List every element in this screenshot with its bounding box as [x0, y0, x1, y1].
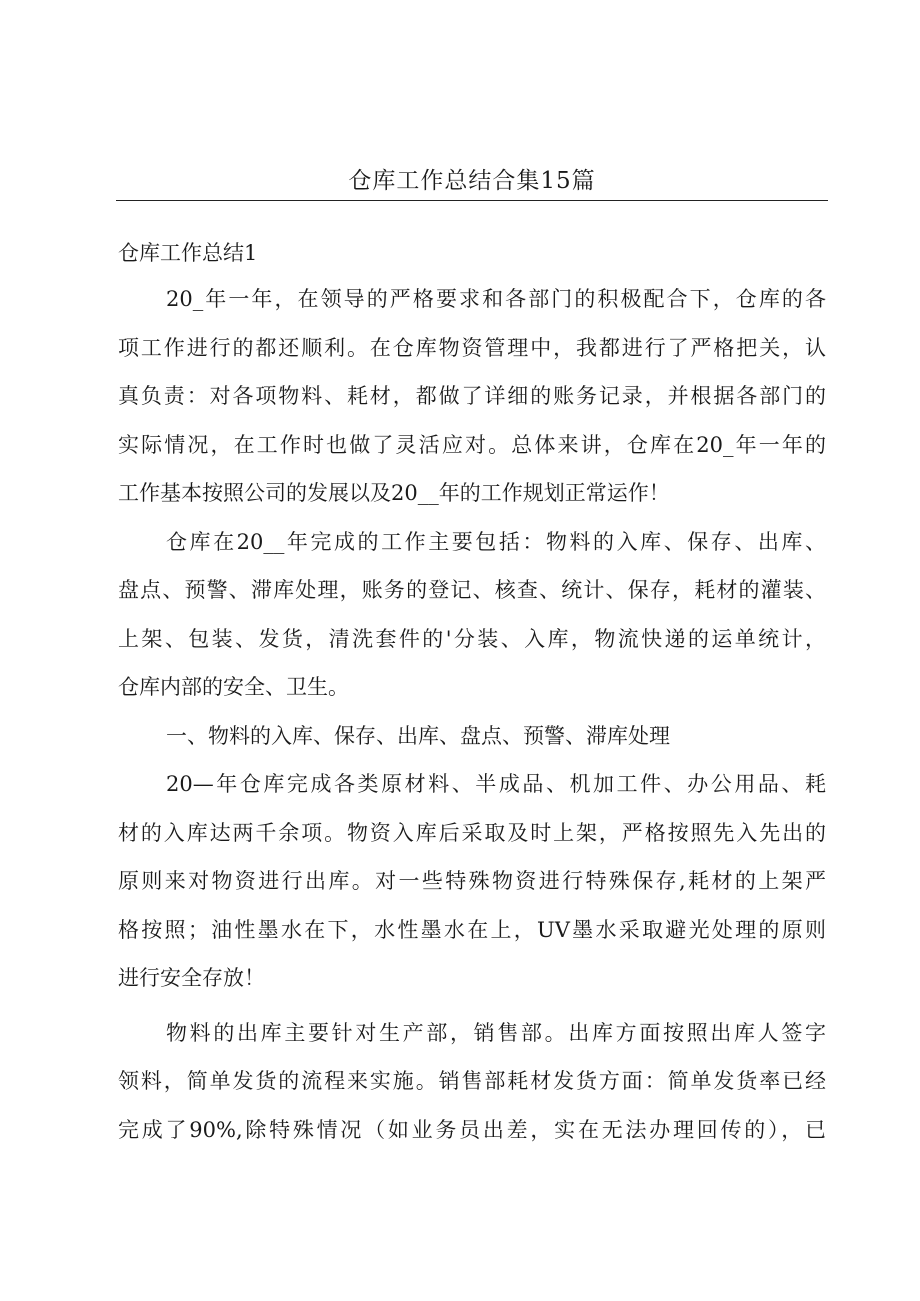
paragraph-2 [118, 518, 826, 712]
paragraph-line: 物料的出库主要针对生产部，销售部。出库方面按照出库人签字 [166, 1020, 826, 1045]
paragraph-line: 原则来对物资进行出库。对一些特殊物资进行特殊保存,耗材的上架严 [118, 869, 826, 893]
paragraph-line: 盘点、预警、滞库处理，账务的登记、核查、统计、保存，耗材的灌装、 [118, 578, 826, 602]
paragraph-line: 一、物料的入库、保存、出库、盘点、预警、滞库处理 [166, 723, 670, 748]
paragraph-line: 实际情况，在工作时也做了灵活应对。总体来讲，仓库在20_年一年的 [118, 432, 826, 457]
section-heading: 仓库工作总结1 [118, 241, 258, 265]
paragraph-line: 格按照；油性墨水在下，水性墨水在上，UV墨水采取避光处理的原则 [118, 917, 826, 942]
paragraph-line: 领料，简单发货的流程来实施。销售部耗材发货方面：简单发货率已经 [118, 1069, 826, 1093]
paragraph-1 [118, 275, 826, 518]
paragraph-line: 上架、包装、发货，清洗套件的'分装、入库，物流快递的运单统计， [118, 626, 826, 651]
paragraph-line: 完成了90%,除特殊情况（如业务员出差，实在无法办理回传的），已 [118, 1117, 826, 1142]
paragraph-line: 材的入库达两千余项。物资入库后采取及时上架，严格按照先入先出的 [118, 820, 826, 845]
paragraph-line: 进行安全存放！ [118, 966, 265, 990]
paragraph-line: 仓库内部的安全、卫生。 [118, 675, 349, 699]
document-title: 仓库工作总结合集15篇 [348, 168, 596, 194]
paragraph-4 [118, 1009, 826, 1155]
paragraph-3 [118, 760, 826, 1003]
paragraph-line: 真负责：对各项物料、耗材，都做了详细的账务记录，并根据各部门的 [118, 384, 826, 408]
paragraph-line: 仓库在20__年完成的工作主要包括：物料的入库、保存、出库、 [166, 529, 826, 554]
subsection-heading [118, 712, 826, 761]
document-body [118, 233, 826, 1154]
paragraph-line: 20—年仓库完成各类原材料、半成品、机加工件、办公用品、耗 [166, 772, 826, 796]
paragraph-line: 20_年一年，在领导的严格要求和各部门的积极配合下，仓库的各 [166, 287, 826, 311]
title-underline [116, 200, 828, 201]
paragraph-line: 工作基本按照公司的发展以及20__年的工作规划正常运作！ [118, 481, 670, 505]
paragraph-line: 项工作进行的都还顺利。在仓库物资管理中，我都进行了严格把关，认 [118, 335, 826, 360]
